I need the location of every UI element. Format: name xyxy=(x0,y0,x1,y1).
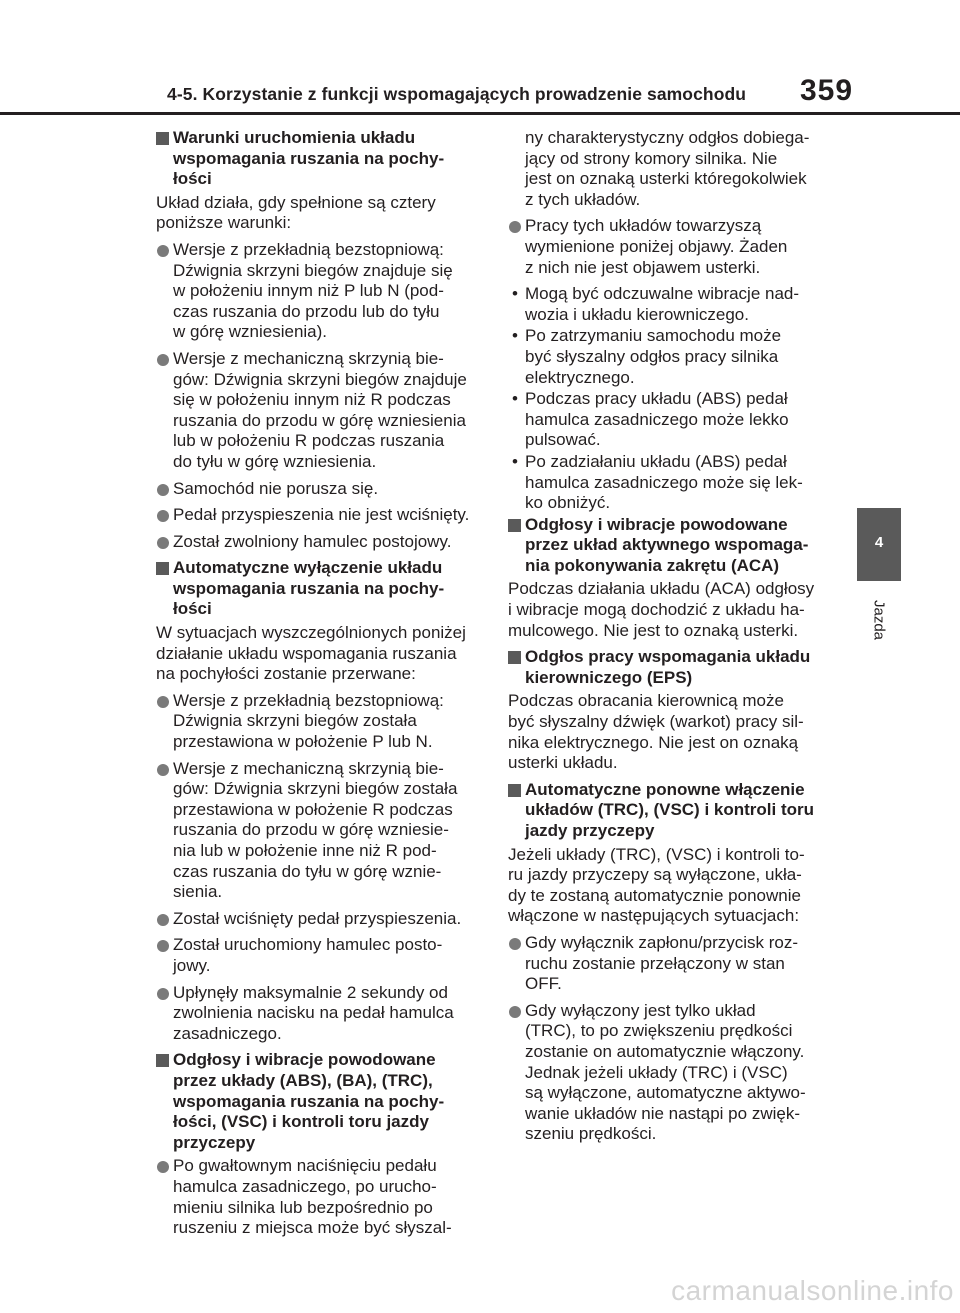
text-line: Wersje z mechaniczną skrzynią bie- xyxy=(173,758,444,778)
text-line: szeniu prędkości. xyxy=(525,1124,657,1144)
list-item xyxy=(508,1001,836,1145)
round-bullet-icon xyxy=(157,354,169,366)
text-line: Podczas pracy układu (ABS) pedał xyxy=(525,389,788,409)
text-line: dy te zostaną automatycznie ponownie xyxy=(508,885,801,905)
round-bullet-icon xyxy=(157,914,169,926)
round-bullet-icon xyxy=(157,696,169,708)
text-line: jowy. xyxy=(173,955,211,975)
text-line: Wersje z mechaniczną skrzynią bie- xyxy=(173,348,444,368)
sub-list-item xyxy=(508,452,836,514)
text-line: sienia. xyxy=(173,882,223,902)
round-bullet-icon xyxy=(157,537,169,549)
text-line: czas ruszania do tyłu w górę wznie- xyxy=(173,861,442,881)
square-bullet-icon xyxy=(156,132,169,145)
text-line: Pracy tych układów towarzyszą xyxy=(525,216,762,236)
text-line: ruszania do przodu w górę wzniesienia xyxy=(173,410,466,430)
text-line: przestawiona w położenie P lub N. xyxy=(173,732,433,752)
square-bullet-icon xyxy=(508,519,521,532)
right-column xyxy=(508,128,836,1151)
text-line: przez układy (ABS), (BA), (TRC), xyxy=(173,1070,433,1090)
text-line: wspomagania ruszania na pochy- xyxy=(173,148,445,168)
text-line: Jednak jeżeli układy (TRC) i (VSC) xyxy=(525,1062,788,1082)
text-line: Odgłos pracy wspomagania układu xyxy=(525,647,811,667)
text-line: wspomagania ruszania na pochy- xyxy=(173,1091,445,1111)
section-heading xyxy=(156,558,481,620)
text-line: ruchu zostanie przełączony w stan xyxy=(525,953,785,973)
text-line: Jeżeli układy (TRC), (VSC) i kontroli to- xyxy=(508,844,805,864)
text-line: (TRC), to po zwiększeniu prędkości xyxy=(525,1021,793,1041)
list-item xyxy=(156,1156,481,1238)
list-item xyxy=(156,532,481,553)
text-line: ruszeniu z miejsca może być słyszal- xyxy=(173,1218,452,1238)
text-line: Po zatrzymaniu samochodu może xyxy=(525,326,782,346)
text-line: poniższe warunki: xyxy=(156,213,292,233)
text-line: Podczas działania układu (ACA) odgłosy xyxy=(508,579,815,599)
list-item xyxy=(156,759,481,903)
text-line: łości xyxy=(173,169,212,189)
text-line: Pedał przyspieszenia nie jest wciśnięty. xyxy=(173,505,470,525)
text-line: Dźwignia skrzyni biegów znajduje się xyxy=(173,260,453,280)
text-line: Wersje z przekładnią bezstopniową: xyxy=(173,239,444,259)
list-item xyxy=(156,505,481,526)
text-line: z nich nie jest objawem usterki. xyxy=(525,257,761,277)
text-line: Gdy wyłącznik zapłonu/przycisk roz- xyxy=(525,932,799,952)
text-line: jest on oznaką usterki któregokolwiek xyxy=(525,169,807,189)
dot-bullet-icon: • xyxy=(512,284,518,304)
header-rule xyxy=(0,112,960,115)
page-number: 359 xyxy=(800,74,854,107)
text-line: ruszania do przodu w górę wzniesie- xyxy=(173,820,449,840)
text-line: pulsować. xyxy=(525,430,601,450)
text-line: na pochyłości zostanie przerwane: xyxy=(156,664,416,684)
dot-bullet-icon: • xyxy=(512,451,518,471)
square-bullet-icon xyxy=(156,1054,169,1067)
list-item xyxy=(156,691,481,753)
dot-bullet-icon: • xyxy=(512,326,518,346)
text-line: Wersje z przekładnią bezstopniową: xyxy=(173,690,444,710)
list-item xyxy=(508,933,836,995)
text-line: z tych układów. xyxy=(525,189,641,209)
list-item xyxy=(156,479,481,500)
text-line: są wyłączone, automatyczne aktywo- xyxy=(525,1083,806,1103)
text-line: do tyłu w górę wzniesienia. xyxy=(173,451,377,471)
text-line: przyczepy xyxy=(173,1132,256,1152)
text-line: wymienione poniżej objawy. Żaden xyxy=(525,236,788,256)
text-line: Został wciśnięty pedał przyspieszenia. xyxy=(173,908,462,928)
sub-list-item xyxy=(508,326,836,388)
sub-list-item xyxy=(508,284,836,325)
list-item xyxy=(508,216,836,278)
square-bullet-icon xyxy=(508,651,521,664)
square-bullet-icon xyxy=(508,784,521,797)
square-bullet-icon xyxy=(156,562,169,575)
text-line: gów: Dźwignia skrzyni biegów została xyxy=(173,779,458,799)
text-line: jazdy przyczepy xyxy=(525,821,655,840)
text-line: Automatyczne ponowne włączenie xyxy=(525,779,805,799)
dot-bullet-icon: • xyxy=(512,389,518,409)
text-line: zostanie on automatycznie włączony. xyxy=(525,1041,805,1061)
text-line: Upłynęły maksymalnie 2 sekundy od xyxy=(173,982,448,1002)
section-heading xyxy=(156,1050,481,1153)
text-line: czas ruszania do przodu lub do tyłu xyxy=(173,301,440,321)
list-item xyxy=(156,909,481,930)
text-line: gów: Dźwignia skrzyni biegów znajduje xyxy=(173,369,467,389)
text-line: zwolnienia nacisku na pedał hamulca xyxy=(173,1003,454,1023)
text-line: Odgłosy i wibracje powodowane xyxy=(525,514,788,534)
text-line: w położeniu innym niż P lub N (pod- xyxy=(173,281,444,301)
text-line: być słyszalny dźwięk (warkot) pracy sil- xyxy=(508,712,804,732)
chapter-label-text: Jazda xyxy=(870,599,888,641)
text-line: działanie układu wspomagania ruszania xyxy=(156,643,457,663)
text-line: Układ działa, gdy spełnione są cztery xyxy=(156,192,436,212)
text-line: w górę wzniesienia). xyxy=(173,322,328,342)
paragraph xyxy=(508,579,836,641)
list-item xyxy=(156,983,481,1045)
list-item-continuation xyxy=(508,128,836,210)
text-line: hamulca zasadniczego, po urucho- xyxy=(173,1176,437,1196)
paragraph xyxy=(508,845,836,927)
text-line: być słyszalny odgłos pracy silnika xyxy=(525,346,779,366)
round-bullet-icon xyxy=(157,988,169,1000)
text-line: Mogą być odczuwalne wibracje nad- xyxy=(525,284,800,304)
text-line: ny charakterystyczny odgłos dobiega- xyxy=(525,128,810,147)
text-line: łości xyxy=(173,599,212,619)
text-line: OFF. xyxy=(525,974,562,994)
text-line: jący od strony komory silnika. Nie xyxy=(525,148,778,168)
chapter-label xyxy=(857,590,901,660)
chapter-number: 4 xyxy=(874,534,884,551)
round-bullet-icon xyxy=(157,764,169,776)
text-line: Podczas obracania kierownicą może xyxy=(508,691,784,711)
section-heading xyxy=(508,515,836,577)
round-bullet-icon xyxy=(157,245,169,257)
text-line: mieniu silnika lub bezpośrednio po xyxy=(173,1197,433,1217)
list-item xyxy=(156,935,481,976)
text-line: układów (TRC), (VSC) i kontroli toru xyxy=(525,800,814,820)
text-line: Został zwolniony hamulec postojowy. xyxy=(173,531,452,551)
text-line: wspomagania ruszania na pochy- xyxy=(173,578,445,598)
paragraph xyxy=(508,691,836,773)
text-line: hamulca zasadniczego może się lek- xyxy=(525,472,803,492)
round-bullet-icon xyxy=(157,484,169,496)
text-line: nia lub w położenie inne niż R pod- xyxy=(173,841,437,860)
text-line: Po gwałtownym naciśnięciu pedału xyxy=(173,1156,437,1176)
text-line: Warunki uruchomienia układu xyxy=(173,128,416,147)
text-line: ru jazdy przyczepy są wyłączone, ukła- xyxy=(508,865,802,885)
paragraph xyxy=(156,623,481,685)
round-bullet-icon xyxy=(157,1161,169,1173)
round-bullet-icon xyxy=(509,938,521,950)
round-bullet-icon xyxy=(157,510,169,522)
list-item xyxy=(156,349,481,473)
text-line: nika elektrycznego. Nie jest on oznaką xyxy=(508,732,799,752)
text-line: włączone w następujących sytuacjach: xyxy=(508,906,800,926)
page-header xyxy=(0,74,960,114)
section-heading xyxy=(508,780,836,842)
round-bullet-icon xyxy=(509,221,521,233)
text-line: Odgłosy i wibracje powodowane xyxy=(173,1050,436,1070)
section-heading xyxy=(508,647,836,688)
sub-list-item xyxy=(508,389,836,451)
text-line: kierowniczego (EPS) xyxy=(525,667,693,687)
list-item xyxy=(156,240,481,343)
text-line: Samochód nie porusza się. xyxy=(173,478,379,498)
text-line: przestawiona w położenie R podczas xyxy=(173,799,453,819)
text-line: W sytuacjach wyszczególnionych poniżej xyxy=(156,623,466,643)
text-line: Automatyczne wyłączenie układu xyxy=(173,558,443,578)
text-line: Gdy wyłączony jest tylko układ xyxy=(525,1000,756,1020)
section-title: 4-5. Korzystanie z funkcji wspomagających prowadzenie samochodu xyxy=(167,84,747,104)
text-line: lub w położeniu R podczas ruszania xyxy=(173,431,445,451)
text-line: hamulca zasadniczego może lekko xyxy=(525,409,789,429)
watermark: carmanualsonline.info xyxy=(671,1275,954,1306)
text-line: się w położeniu innym niż R podczas xyxy=(173,390,451,410)
text-line: Został uruchomiony hamulec posto- xyxy=(173,935,443,955)
left-column xyxy=(156,128,481,1245)
text-line: nia pokonywania zakrętu (ACA) xyxy=(525,555,780,575)
chapter-tab xyxy=(857,508,901,581)
text-line: elektrycznego. xyxy=(525,367,635,387)
text-line: wanie układów nie nastąpi po zwięk- xyxy=(525,1103,800,1123)
text-line: przez układ aktywnego wspomaga- xyxy=(525,535,809,555)
text-line: wozia i układu kierowniczego. xyxy=(525,304,749,324)
section-heading xyxy=(156,128,481,190)
text-line: ko obniżyć. xyxy=(525,493,611,513)
text-line: i wibracje mogą dochodzić z układu ha- xyxy=(508,600,805,620)
text-line: usterki układu. xyxy=(508,753,618,773)
text-line: łości, (VSC) i kontroli toru jazdy xyxy=(173,1112,429,1132)
text-line: Po zadziałaniu układu (ABS) pedał xyxy=(525,451,787,471)
text-line: mulcowego. Nie jest to oznaką usterki. xyxy=(508,620,799,640)
round-bullet-icon xyxy=(157,940,169,952)
round-bullet-icon xyxy=(509,1006,521,1018)
text-line: Dźwignia skrzyni biegów została xyxy=(173,711,417,731)
text-line: zasadniczego. xyxy=(173,1023,282,1043)
paragraph xyxy=(156,193,481,234)
